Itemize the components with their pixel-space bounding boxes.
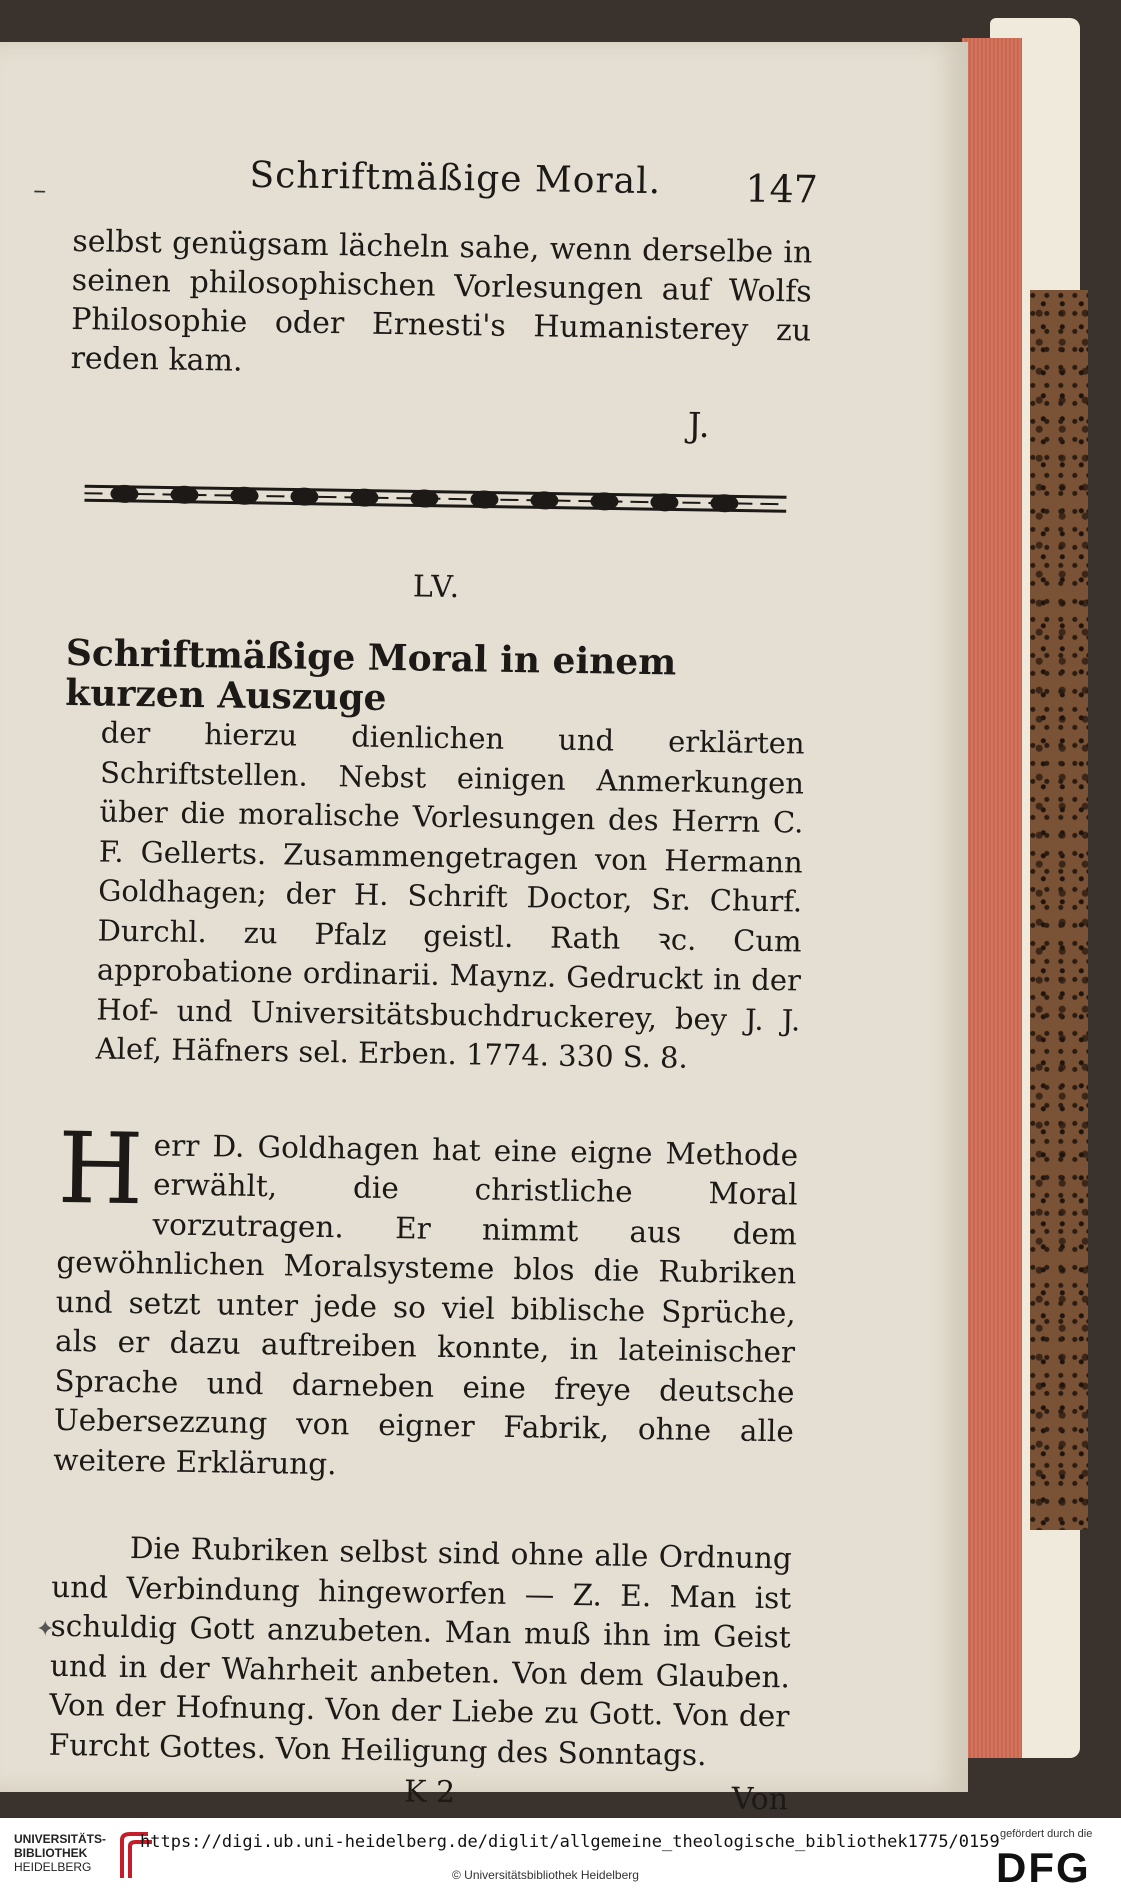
section-number: LV. bbox=[412, 569, 462, 606]
page-header bbox=[32, 142, 819, 234]
author-signature: J. bbox=[687, 405, 710, 447]
viewer-footer bbox=[0, 1818, 1121, 1898]
review-paragraph bbox=[53, 1111, 799, 1491]
opening-paragraph: selbst genügsam lächeln sahe, wenn derselbe in seinen philosophischen Vorlesungen auf Wolfs Philosophie oder Ernesti's Humanisterey zu reden kam. bbox=[70, 223, 813, 379]
library-city: HEIDELBERG bbox=[14, 1860, 92, 1874]
page-text-block bbox=[32, 142, 819, 1818]
dfg-logo: DFG bbox=[996, 1844, 1091, 1891]
drop-cap: H bbox=[56, 1111, 145, 1227]
page-footer-line bbox=[48, 1769, 789, 1818]
permalink-url[interactable]: https://digi.ub.uni-heidelberg.de/diglit/allgemeine_theologische_bibliothek1775/0159 bbox=[140, 1832, 1000, 1852]
second-paragraph: Die Rubriken selbst sind ohne alle Ordnung und Verbindung hingeworfen — Z. E. Man ist schuldig Gott anzubeten. Man muß ihn im Geist und in der Wahrheit anbeten. Von dem Glauben. Von der Hofnung. Von der Liebe zu Gott. Von der Furcht Gottes. Von Heiligung des Sonntags. bbox=[48, 1531, 793, 1772]
marbled-cover bbox=[1030, 290, 1088, 1530]
header-dash: – bbox=[32, 175, 47, 206]
margin-pencil-mark: ✦ bbox=[36, 1617, 55, 1642]
catchword: Von bbox=[731, 1781, 789, 1818]
entry-bibliographic-details: der hierzu dienlichen und erklärten Schriftstellen. Nebst einigen Anmerkungen über die moralische Vorlesungen des Herrn C. F. Gellerts. Zusammengetragen von Hermann Goldhagen; der H. Schrift Doctor, Sr. Churf. Durchl. zu Pfalz geistl. Rath ꝛc. Cum approbatione ordinarii. Maynz. Gedruckt in der Hof- und Universitätsbuchdruckerey, bey J. J. Alef, Häfners sel. Erben. 1774. 330 S. 8. bbox=[95, 715, 805, 1075]
entry-title: Schriftmäßige Moral in einem kurzen Auszuge bbox=[65, 631, 677, 719]
funding-label: gefördert durch die bbox=[1000, 1828, 1093, 1840]
copyright-notice: © Universitätsbibliothek Heidelberg bbox=[452, 1868, 639, 1882]
book-page bbox=[0, 42, 968, 1818]
review-text: err D. Goldhagen hat eine eigne Methode erwählt, die christliche Moral vorzutragen. Er nimmt aus dem gewöhnlichen Moralsysteme blos die Rubriken und setzt unter jede so viel biblische Sprüche, als er dazu auftreiben konnte, in lateinischer Sprache und darneben eine freye deutsche Uebersezzung von eigner Fabrik, ohne alle weitere Erklärung. bbox=[53, 1127, 799, 1481]
ornament-divider bbox=[84, 476, 786, 521]
signature-mark: K 2 bbox=[403, 1774, 456, 1811]
library-name-line2: BIBLIOTHEK bbox=[14, 1846, 88, 1860]
page-edges bbox=[962, 38, 1022, 1758]
page-number: 147 bbox=[745, 166, 819, 212]
running-head: Schriftmäßige Moral. bbox=[249, 154, 662, 203]
library-name-line1: UNIVERSITÄTS- bbox=[14, 1832, 107, 1846]
library-logo bbox=[14, 1832, 106, 1874]
